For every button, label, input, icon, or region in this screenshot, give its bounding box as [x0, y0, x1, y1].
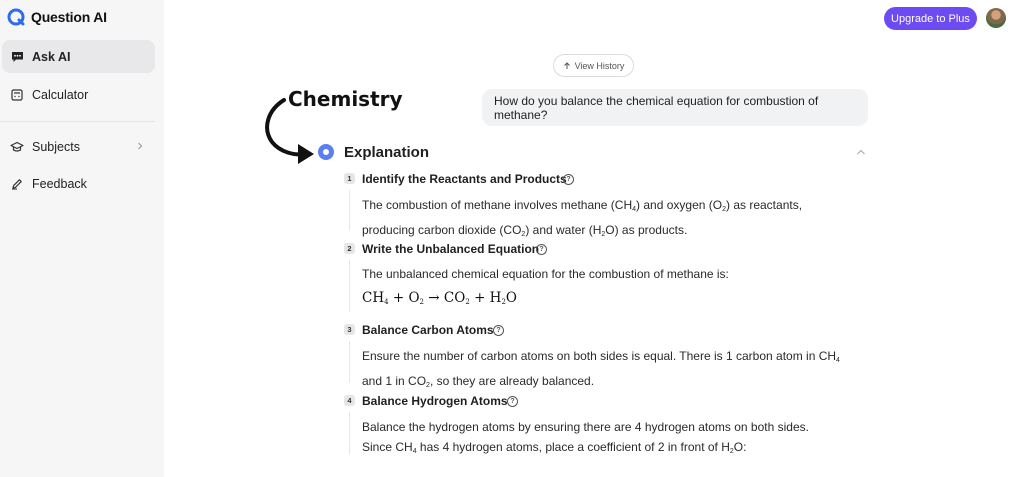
step-number-badge: 3 [344, 324, 355, 335]
app-name: Question AI [31, 9, 107, 25]
chat-bubble-icon [10, 50, 24, 64]
sidebar-item-label: Feedback [32, 176, 87, 191]
pencil-icon [10, 177, 24, 191]
step-title: Balance Hydrogen Atoms [362, 394, 508, 408]
sidebar-item-label: Ask AI [32, 49, 71, 64]
step-number-badge: 2 [344, 243, 355, 254]
step-number-badge: 4 [344, 395, 355, 406]
view-history-label: View History [574, 60, 625, 71]
step-body: Ensure the number of carbon atoms on both sides is equal. There is 1 carbon atom in $CH_4$ and 1 in $CO_2$, so they are already balanced. [362, 349, 840, 389]
step-body: The unbalanced chemical equation for the combustion of methane is: [362, 267, 729, 281]
question-ai-logo-icon [7, 8, 25, 26]
upgrade-button[interactable]: Upgrade to Plus [884, 7, 977, 30]
avatar[interactable] [986, 8, 1006, 28]
step-title: Balance Carbon Atoms [362, 323, 494, 337]
step-title: Write the Unbalanced Equation [362, 242, 540, 256]
sidebar-item-ask-ai[interactable] [2, 40, 155, 73]
help-circle-icon[interactable]: ? [507, 396, 518, 407]
step-connector [349, 341, 350, 383]
explanation-title: Explanation [344, 144, 430, 161]
help-circle-icon[interactable]: ? [563, 174, 574, 185]
logo[interactable] [7, 8, 107, 26]
user-question-text: How do you balance the chemical equation for combustion of methane? [494, 93, 819, 122]
step-body: The combustion of methane involves methane $(CH_4)$ and oxygen $(O_2)$ as reactants, producing carbon dioxide $(CO_2)$ and water $(H_2O)$ as products. [362, 198, 803, 238]
step-number-badge: 1 [344, 173, 355, 184]
curved-arrow-icon [258, 96, 318, 168]
sidebar-item-label: Subjects [32, 139, 80, 154]
step-body: Balance the hydrogen atoms by ensuring there are 4 hydrogen atoms on both sides. Since $CH_4$ has 4 hydrogen atoms, place a coefficient of 2 in front of $H_2O$: [362, 420, 809, 455]
arrow-up-icon [563, 62, 571, 70]
step-connector [349, 190, 350, 230]
view-history-button[interactable] [553, 54, 634, 77]
graduation-cap-icon [10, 140, 24, 154]
sidebar-item-label: Calculator [32, 87, 89, 102]
sidebar-item-calculator[interactable] [2, 78, 155, 111]
chemical-equation: $CH_4 + O_2 \to CO_2 + H_2O$ [362, 290, 517, 306]
help-circle-icon[interactable]: ? [493, 325, 504, 336]
sidebar-item-subjects[interactable] [2, 130, 155, 163]
help-circle-icon[interactable]: ? [536, 244, 547, 255]
step-connector [349, 412, 350, 454]
step-connector [349, 260, 350, 312]
explanation-icon [318, 144, 334, 160]
step-title: Identify the Reactants and Products [362, 172, 567, 186]
annotation-label: Chemistry [288, 87, 403, 111]
user-question-bubble [482, 89, 868, 126]
chevron-right-icon [135, 141, 145, 151]
calculator-icon [10, 88, 24, 102]
sidebar-divider [0, 121, 155, 122]
sidebar-item-feedback[interactable] [2, 167, 155, 200]
chevron-up-icon[interactable] [855, 147, 867, 157]
sidebar [0, 0, 164, 477]
